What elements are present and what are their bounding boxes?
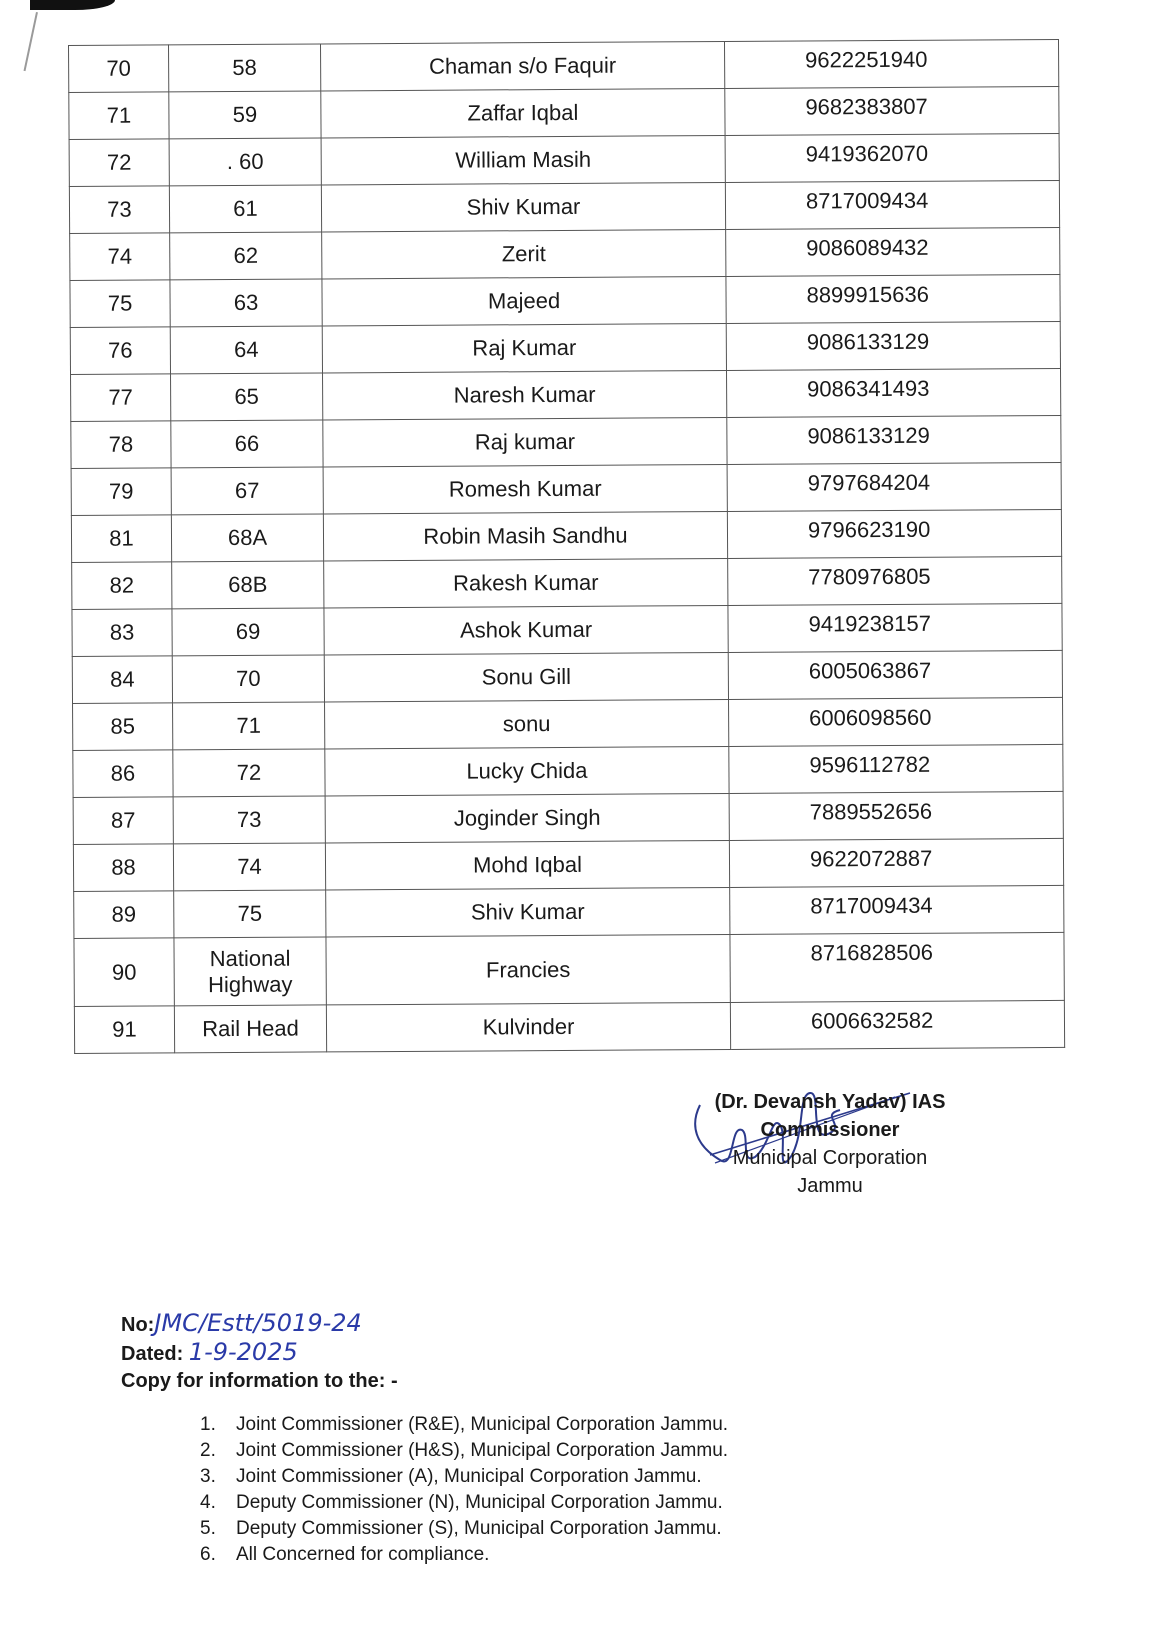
name-cell: Zaffar Iqbal [321, 88, 725, 137]
ward-cell: 61 [169, 185, 321, 233]
serial-number-cell: 85 [73, 703, 173, 751]
serial-number-cell: 75 [70, 280, 170, 328]
serial-number-cell: 82 [72, 562, 172, 610]
ward-cell: 62 [170, 232, 322, 280]
mobile-cell: 6005063867 [728, 650, 1062, 699]
ward-cell: 65 [171, 373, 323, 421]
list-item-number: 2. [200, 1440, 216, 1461]
ward-cell: 74 [173, 843, 325, 891]
ward-cell: 70 [172, 655, 324, 703]
mobile-cell: 8717009434 [725, 180, 1059, 229]
name-cell: William Masih [321, 135, 725, 184]
mobile-cell: 9682383807 [725, 86, 1059, 135]
list-item-number: 4. [200, 1492, 216, 1513]
mobile-cell: 7889552656 [729, 791, 1063, 840]
name-cell: Shiv Kumar [321, 182, 725, 231]
list-item [200, 1516, 728, 1542]
name-cell: Majeed [322, 276, 726, 325]
name-cell: Joginder Singh [325, 793, 729, 842]
serial-number-cell: 87 [73, 797, 173, 845]
ward-cell [174, 937, 326, 1006]
list-item-number: 6. [200, 1544, 216, 1565]
name-cell: Naresh Kumar [323, 370, 727, 419]
table-row [69, 133, 1059, 186]
mobile-cell: 8899915636 [726, 274, 1060, 323]
serial-number-cell: 81 [71, 515, 171, 563]
ward-cell: 75 [174, 890, 326, 938]
table-row [72, 603, 1062, 656]
ward-cell: Rail Head [174, 1005, 326, 1053]
table-row [71, 415, 1061, 468]
reference-no-value: JMC/Estt/5019-24 [154, 1309, 362, 1337]
ward-cell: 67 [171, 467, 323, 515]
mobile-cell: 9797684204 [727, 462, 1061, 511]
signatory-name: (Dr. Devansh Yadav) IAS [714, 1091, 946, 1113]
ward-cell: 71 [173, 702, 325, 750]
serial-number-cell: 84 [72, 656, 172, 704]
signatory-org: Municipal Corporation [732, 1147, 928, 1169]
list-item [200, 1438, 728, 1464]
table-row [73, 791, 1063, 844]
ward-cell: 59 [169, 91, 321, 139]
mobile-cell: 9419238157 [728, 603, 1062, 652]
list-item [200, 1464, 728, 1490]
name-cell: Rakesh Kumar [324, 558, 728, 607]
serial-number-cell: 74 [70, 233, 170, 281]
name-cell: Mohd Iqbal [325, 840, 729, 889]
signatory-city: Jammu [797, 1175, 863, 1197]
list-item-text: Joint Commissioner (H&S), Municipal Corporation Jammu. [236, 1440, 729, 1461]
scan-corner-mark [30, 0, 115, 10]
ward-cell: 72 [173, 749, 325, 797]
name-cell: Shiv Kumar [326, 887, 730, 936]
table-row [71, 509, 1061, 562]
name-cell: Chaman s/o Faquir [320, 41, 724, 90]
ward-cell: 66 [171, 420, 323, 468]
table-row [73, 744, 1063, 797]
name-cell: Kulvinder [326, 1002, 730, 1051]
mobile-cell: 9086133129 [727, 415, 1061, 464]
table-row [73, 838, 1063, 891]
table-row [72, 556, 1062, 609]
list-item [200, 1490, 728, 1516]
list-item-text: Deputy Commissioner (S), Municipal Corporation Jammu. [236, 1518, 722, 1539]
name-cell: Francies [326, 934, 730, 1004]
list-item-text: Joint Commissioner (R&E), Municipal Corporation Jammu. [236, 1414, 729, 1435]
table-row [69, 86, 1059, 139]
copy-heading: Copy for information to the: - [121, 1370, 398, 1392]
serial-number-cell: 78 [71, 421, 171, 469]
serial-number-cell: 76 [70, 327, 170, 375]
table-row [69, 180, 1059, 233]
ward-cell: . 60 [169, 138, 321, 186]
serial-number-cell: 86 [73, 750, 173, 798]
list-item-text: All Concerned for compliance. [236, 1544, 490, 1565]
mobile-cell: 9086341493 [727, 368, 1061, 417]
name-cell: Raj kumar [323, 417, 727, 466]
ward-cell: 73 [173, 796, 325, 844]
name-cell: Ashok Kumar [324, 605, 728, 654]
list-item [200, 1412, 728, 1438]
list-item-number: 5. [200, 1518, 216, 1539]
serial-number-cell: 83 [72, 609, 172, 657]
reference-block [121, 1310, 398, 1395]
list-item-number: 1. [200, 1414, 216, 1435]
mobile-cell: 6006098560 [729, 697, 1063, 746]
mobile-cell: 7780976805 [728, 556, 1062, 605]
signatory-title: Commissioner [760, 1119, 900, 1141]
reference-date-label: Dated: [121, 1343, 184, 1365]
ward-cell: 68B [172, 561, 324, 609]
scan-edge-line [24, 12, 38, 71]
reference-no-label: No: [121, 1314, 155, 1336]
name-cell: Lucky Chida [325, 746, 729, 795]
ward-cell: 68A [171, 514, 323, 562]
table-row [70, 321, 1060, 374]
name-cell: sonu [325, 699, 729, 748]
table-row [71, 462, 1061, 515]
table-row [70, 274, 1060, 327]
mobile-cell: 9622072887 [729, 838, 1063, 887]
reference-no [121, 1310, 398, 1339]
serial-number-cell: 79 [71, 468, 171, 516]
serial-number-cell: 70 [69, 45, 169, 93]
name-cell: Raj Kumar [322, 323, 726, 372]
serial-number-cell: 77 [71, 374, 171, 422]
table-row [72, 650, 1062, 703]
reference-date [121, 1339, 398, 1368]
ward-cell: 63 [170, 279, 322, 327]
mobile-cell: 9622251940 [724, 39, 1058, 88]
ward-cell: 69 [172, 608, 324, 656]
mobile-cell: 9796623190 [727, 509, 1061, 558]
mobile-cell: 6006632582 [730, 1000, 1064, 1049]
serial-number-cell: 91 [74, 1006, 174, 1054]
ward-line-1: National [209, 945, 291, 971]
serial-number-cell: 71 [69, 92, 169, 140]
ward-cell: 58 [169, 44, 321, 92]
serial-number-cell: 88 [73, 844, 173, 892]
name-cell: Sonu Gill [324, 652, 728, 701]
table-row [74, 1000, 1064, 1053]
mobile-cell: 9086089432 [726, 227, 1060, 276]
mobile-cell: 8717009434 [730, 885, 1064, 934]
serial-number-cell: 90 [74, 938, 174, 1007]
contact-table-body [69, 39, 1065, 1053]
ward-line-2: Highway [207, 971, 293, 997]
table-row [69, 39, 1059, 92]
copy-recipient-list [200, 1412, 728, 1568]
signature-block [640, 1088, 1020, 1200]
ward-cell: 64 [170, 326, 322, 374]
mobile-cell: 9419362070 [725, 133, 1059, 182]
list-item [200, 1542, 728, 1568]
contact-table [68, 39, 1065, 1054]
list-item-text: Joint Commissioner (A), Municipal Corporation Jammu. [236, 1466, 702, 1487]
table-row [74, 885, 1064, 938]
serial-number-cell: 89 [74, 891, 174, 939]
list-item-text: Deputy Commissioner (N), Municipal Corporation Jammu. [236, 1492, 723, 1513]
serial-number-cell: 72 [69, 139, 169, 187]
list-item-number: 3. [200, 1466, 216, 1487]
name-cell: Zerit [322, 229, 726, 278]
table-row [74, 932, 1064, 1006]
serial-number-cell: 73 [69, 186, 169, 234]
name-cell: Robin Masih Sandhu [323, 511, 727, 560]
mobile-cell: 9086133129 [726, 321, 1060, 370]
mobile-cell: 9596112782 [729, 744, 1063, 793]
table-row [73, 697, 1063, 750]
name-cell: Romesh Kumar [323, 464, 727, 513]
table-row [70, 227, 1060, 280]
table-row [71, 368, 1061, 421]
mobile-cell: 8716828506 [730, 932, 1064, 1002]
reference-date-value: 1-9-2025 [188, 1338, 298, 1366]
